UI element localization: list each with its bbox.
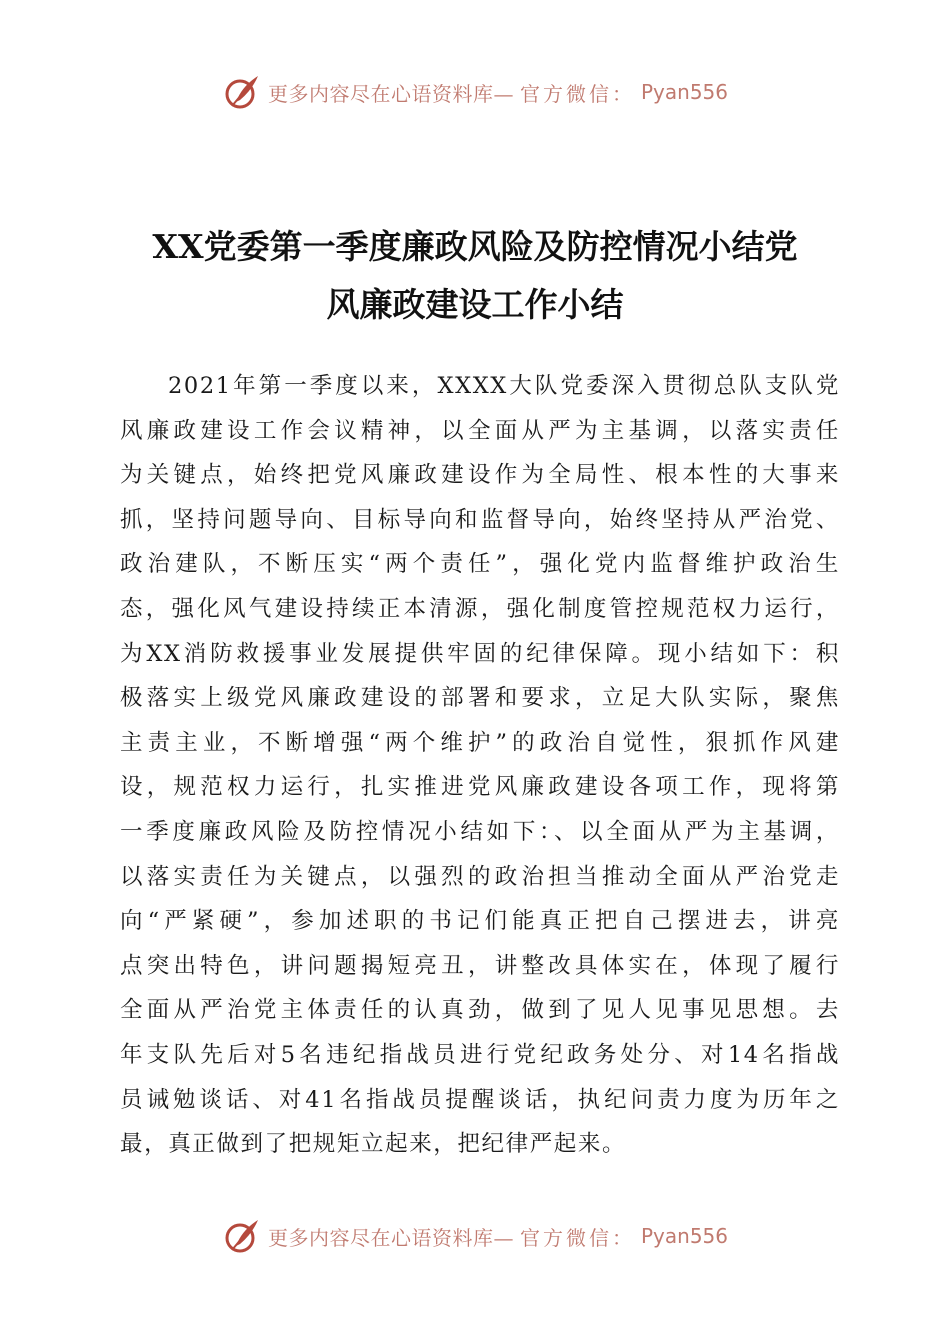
body-line: 政治建队，不断压实“两个责任”，强化党内监督维护政治生 xyxy=(120,551,840,578)
footer-banner xyxy=(0,1216,950,1256)
quill-logo-icon xyxy=(222,72,262,112)
body-line: 以落实责任为关键点，以强烈的政治担当推动全面从严治党走 xyxy=(120,863,840,890)
header-banner xyxy=(0,72,950,112)
body-line: 设，规范权力运行，扎实推进党风廉政建设各项工作，现将第 xyxy=(120,774,840,801)
body-line: 全面从严治党主体责任的认真劲，做到了见人见事见思想。去 xyxy=(120,997,840,1024)
quill-logo-icon xyxy=(222,1216,262,1256)
wechat-label: 官方微信： xyxy=(519,81,635,106)
title-line: XX党委第一季度廉政风险及防控情况小结党 xyxy=(152,227,798,266)
body-line: 为XX消防救援事业发展提供牢固的纪律保障。现小结如下：积 xyxy=(120,640,840,667)
body-line: 点突出特色，讲问题揭短亮丑，讲整改具体实在，体现了履行 xyxy=(120,952,840,979)
body-line: 主责主业，不断增强“两个维护”的政治自觉性，狠抓作风建 xyxy=(120,729,840,756)
body-line: 极落实上级党风廉政建设的部署和要求，立足大队实际，聚焦 xyxy=(120,685,840,712)
wechat-id: Pyan556 xyxy=(640,1224,728,1248)
body-line: 向“严紧硬”，参加述职的书记们能真正把自己摆进去，讲亮 xyxy=(120,908,840,935)
body-line: 2021年第一季度以来，XXXX大队党委深入贯彻总队支队党 xyxy=(168,373,840,399)
banner-text: 更多内容尽在心语资料库— xyxy=(267,81,514,106)
body-line: 为关键点，始终把党风廉政建设作为全局性、根本性的大事来 xyxy=(120,462,840,489)
document-body xyxy=(120,364,840,1167)
document-title xyxy=(60,218,890,334)
body-line: 一季度廉政风险及防控情况小结如下：、以全面从严为主基调， xyxy=(120,818,840,845)
body-line: 员诫勉谈话、对41名指战员提醒谈话，执纪问责力度为历年之 xyxy=(120,1086,840,1113)
title-line: 风廉政建设工作小结 xyxy=(326,285,624,324)
body-line: 态，强化风气建设持续正本清源，强化制度管控规范权力运行， xyxy=(120,595,840,622)
body-line: 风廉政建设工作会议精神，以全面从严为主基调，以落实责任 xyxy=(120,417,840,444)
body-line: 最，真正做到了把规矩立起来，把纪律严起来。 xyxy=(120,1131,627,1158)
wechat-id: Pyan556 xyxy=(640,80,728,104)
banner-text: 更多内容尽在心语资料库— xyxy=(267,1225,514,1250)
body-line: 年支队先后对5名违纪指战员进行党纪政务处分、对14名指战 xyxy=(120,1041,840,1068)
body-line: 抓，坚持问题导向、目标导向和监督导向，始终坚持从严治党、 xyxy=(120,506,840,533)
wechat-label: 官方微信： xyxy=(519,1225,635,1250)
